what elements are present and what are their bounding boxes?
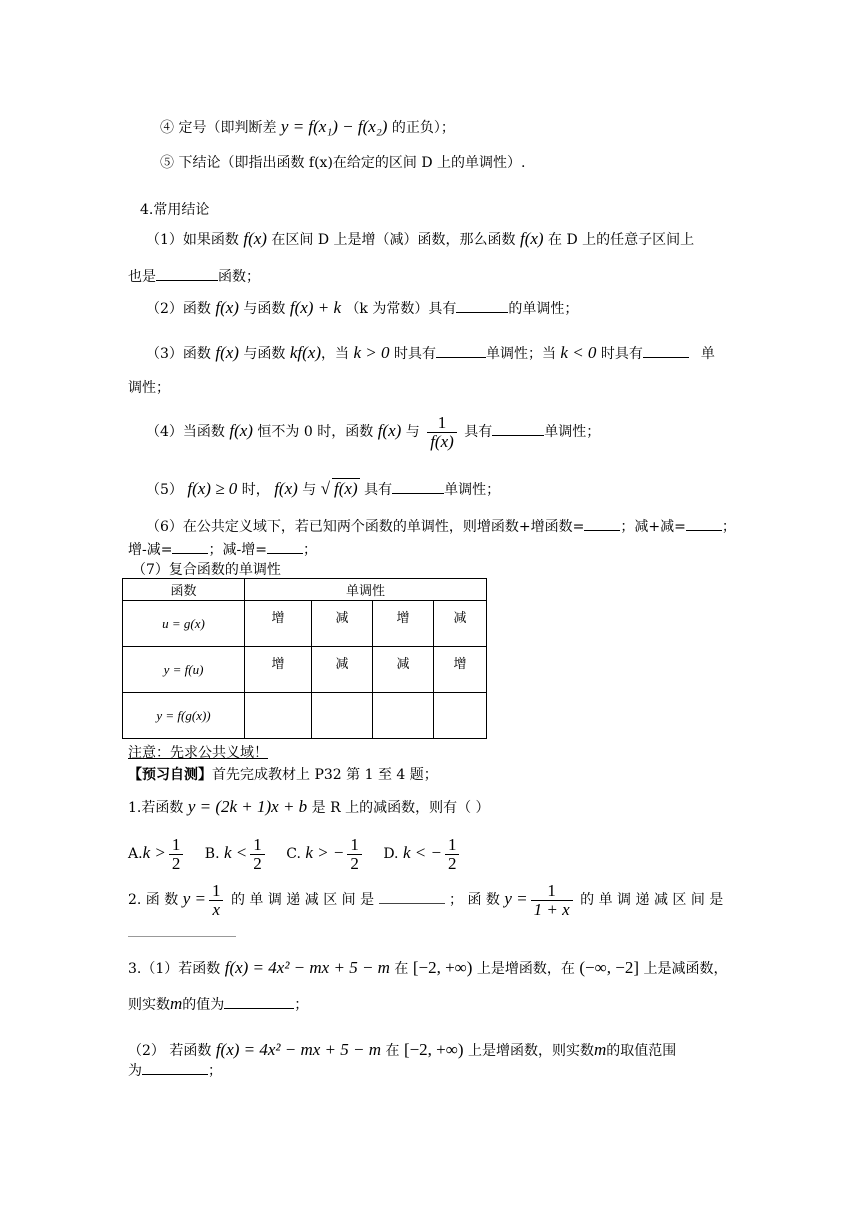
text: （4）当函数	[146, 424, 225, 440]
radicand: f(x)	[334, 479, 358, 498]
math-expr: f(x) ≥ 0	[187, 479, 238, 498]
answer-blank[interactable]	[224, 994, 294, 1009]
answer-blank[interactable]	[456, 298, 508, 313]
conclusion-5	[146, 478, 500, 500]
text: 函数；	[218, 269, 260, 285]
denominator: x	[209, 900, 223, 919]
answer-blank[interactable]	[267, 539, 303, 554]
numerator: 1	[447, 834, 457, 854]
text: 单调性；当	[485, 346, 556, 362]
row-label: y = f(g(x))	[123, 693, 245, 739]
text: 是 R 上的减函数，则有（ ）	[311, 800, 490, 816]
option-letter: C.	[286, 846, 301, 862]
denominator: 2	[347, 854, 362, 873]
option-letter: A.	[128, 846, 143, 862]
text: 2. 函 数	[128, 892, 179, 908]
conclusion-6-line2	[128, 539, 317, 560]
interval: [−2, +∞)	[412, 958, 473, 977]
text: 与	[405, 424, 420, 440]
answer-blank[interactable]	[156, 266, 218, 281]
text: 单	[700, 346, 715, 362]
text: 为	[128, 1063, 142, 1079]
text: 的取值范围	[606, 1043, 677, 1059]
conclusion-7: （7）复合函数的单调性	[132, 562, 281, 578]
question-3-part-2	[128, 1040, 676, 1061]
text: 单调性；	[444, 482, 501, 498]
conclusion-3	[146, 343, 715, 364]
conclusion-4	[146, 408, 600, 455]
math-expr: f(x) = 4x² − mx + 5 − m	[224, 958, 390, 977]
math-expr: f(x) + k	[289, 298, 341, 317]
question-1-options	[128, 830, 462, 877]
text: 与函数	[243, 346, 286, 362]
numerator: 1	[547, 880, 556, 900]
text: 的单调性；	[508, 301, 579, 317]
fraction	[445, 836, 460, 873]
option-c[interactable]	[286, 834, 365, 873]
numerator: 1	[212, 880, 221, 900]
interval: [−2, +∞)	[403, 1040, 464, 1059]
fraction	[531, 882, 573, 919]
text: ；减+减=	[620, 519, 686, 535]
table-header-function: 函数	[123, 579, 245, 601]
answer-blank[interactable]	[643, 343, 689, 358]
fraction	[427, 414, 457, 451]
option-a[interactable]	[128, 834, 186, 873]
text: ； 函 数	[449, 892, 500, 908]
text: 在区间 D 上是增（减）函数，那么函数	[271, 232, 516, 248]
text: （2） 若函数	[128, 1043, 212, 1059]
text: 在	[385, 1043, 400, 1059]
answer-blank[interactable]	[436, 343, 486, 358]
math-expr: y = (2k + 1)x + b	[187, 797, 308, 816]
text: 单调性；	[544, 424, 601, 440]
math-expr: f(x)	[243, 229, 267, 248]
table-cell: 减	[312, 647, 373, 693]
text: 时具有	[600, 346, 643, 362]
denominator: 2	[250, 854, 265, 873]
math-expr: kf(x)	[289, 343, 322, 362]
math-expr: k < −	[402, 843, 442, 862]
conclusion-1-line2	[128, 266, 260, 287]
text: ；	[208, 1063, 222, 1079]
text: 在	[394, 961, 409, 977]
text: 具有	[464, 424, 493, 440]
step-number: ④	[160, 120, 174, 136]
table-cell: 增	[245, 601, 312, 647]
text: 3.（1）若函数	[128, 961, 221, 977]
intro-text: 首先完成教材上 P32 第 1 至 4 题；	[212, 767, 438, 783]
conclusion-6	[146, 516, 736, 537]
numerator: 1	[171, 834, 181, 854]
text: 具有	[364, 482, 393, 498]
table-cell: 增	[245, 647, 312, 693]
numerator: 1	[253, 834, 262, 854]
table-cell-empty[interactable]	[312, 693, 373, 739]
text: 上是减函数，	[643, 961, 728, 977]
text: 也是	[128, 269, 156, 285]
option-d[interactable]	[383, 834, 462, 873]
row-label: u = g(x)	[123, 601, 245, 647]
question-3-part-1	[128, 958, 727, 979]
text: 在 D 上的任意子区间上	[548, 232, 695, 248]
numerator: 1	[350, 834, 359, 854]
math-expr: f(x)	[215, 343, 239, 362]
step-text: 的正负）；	[391, 120, 455, 136]
option-letter: D.	[383, 846, 399, 862]
answer-blank[interactable]	[379, 889, 445, 904]
step-5	[160, 153, 525, 173]
table-cell: 减	[373, 647, 434, 693]
math-expr: k > −	[305, 843, 345, 862]
denominator: 2	[169, 854, 184, 873]
step-text: 下结论（即指出函数 f(x)在给定的区间 D 上的单调性）.	[178, 155, 526, 171]
math-expr: k > 0	[353, 343, 390, 362]
math-expr: f(x)	[377, 421, 402, 440]
table-header-monotonicity: 单调性	[245, 579, 487, 601]
table-cell-empty[interactable]	[245, 693, 312, 739]
question-1	[128, 797, 490, 818]
table-cell: 减	[434, 601, 487, 647]
math-expr: f(x)	[215, 298, 239, 317]
denominator: f(x)	[427, 432, 457, 451]
row-label: y = f(u)	[123, 647, 245, 693]
text: ；	[302, 542, 317, 558]
denominator: 2	[445, 854, 460, 873]
math-expr: y =	[504, 889, 528, 908]
table-cell-empty[interactable]	[434, 693, 487, 739]
math-expr: k <	[224, 843, 248, 862]
answer-blank[interactable]	[392, 479, 444, 494]
text: 的 单 调 递 减 区 间 是	[580, 892, 724, 908]
text: （3）函数	[146, 346, 211, 362]
math-expr: y = f(x₁) − f(x₂)	[280, 117, 388, 136]
table-cell: 增	[434, 647, 487, 693]
math-expr: f(x)	[229, 421, 253, 440]
text: （1）如果函数	[146, 232, 239, 248]
table-row	[123, 693, 487, 739]
text: 则实数	[128, 997, 170, 1013]
denominator: 1 + x	[531, 900, 573, 919]
conclusion-1	[146, 229, 694, 250]
math-expr: f(x)	[274, 479, 298, 498]
pretest-heading	[128, 765, 438, 785]
option-b[interactable]	[204, 834, 268, 873]
table-cell-empty[interactable]	[373, 693, 434, 739]
math-expr: m	[594, 1040, 607, 1059]
fraction	[209, 882, 224, 919]
text: （6）在公共定义域下，若已知两个函数的单调性，则增函数+增函数=	[146, 519, 585, 535]
section-heading: 4.常用结论	[140, 202, 210, 218]
question-3-part-2-line2	[128, 1060, 222, 1081]
answer-blank[interactable]	[172, 539, 208, 554]
text: ；减-增=	[208, 542, 267, 558]
table-row	[123, 601, 487, 647]
fraction	[169, 836, 184, 873]
math-expr: f(x) = 4x² − mx + 5 − m	[215, 1040, 382, 1059]
text: ；	[294, 997, 309, 1013]
table-cell: 减	[312, 601, 373, 647]
text: 增-减=	[128, 542, 173, 558]
text: 上是增函数，则实数	[468, 1043, 595, 1059]
text: （5）	[146, 482, 183, 498]
question-3-part-1-line2	[128, 994, 308, 1015]
text: 与	[302, 482, 317, 498]
text: ；	[721, 519, 736, 535]
step-4	[160, 117, 455, 138]
math-expr: y =	[182, 889, 206, 908]
math-expr: f(x)	[520, 229, 544, 248]
math-expr: k >	[142, 843, 166, 862]
text: 上是增函数，在	[476, 961, 575, 977]
text: ，当	[321, 346, 350, 362]
answer-blank[interactable]	[492, 421, 544, 436]
question-2	[128, 876, 723, 923]
table-cell: 增	[373, 601, 434, 647]
option-letter: B.	[204, 846, 220, 862]
answer-blank[interactable]	[686, 516, 722, 531]
composite-monotonicity-table	[122, 578, 487, 739]
note: 注意：先求公共义域！	[128, 745, 268, 761]
text: 与函数	[243, 301, 286, 317]
heading-text: 【预习自测】	[128, 767, 212, 783]
fraction	[250, 836, 265, 873]
text: 时，	[241, 482, 270, 498]
step-text: 定号（即判断差	[178, 120, 277, 136]
text: （2）函数	[146, 301, 211, 317]
math-expr: k < 0	[560, 343, 597, 362]
table-row	[123, 647, 487, 693]
text: 时具有	[393, 346, 436, 362]
answer-blank[interactable]	[584, 516, 620, 531]
text: 的值为	[182, 997, 225, 1013]
text: 的 单 调 递 减 区 间 是	[230, 892, 375, 908]
fraction	[347, 836, 362, 873]
text: 1.若函数	[128, 800, 184, 816]
sqrt-expr: √ f(x)	[320, 479, 358, 498]
math-expr: m	[170, 994, 183, 1013]
conclusion-3-line2: 调性；	[128, 380, 170, 396]
text: 恒不为 0 时，函数	[257, 424, 374, 440]
numerator: 1	[437, 412, 447, 432]
interval: (−∞, −2]	[579, 958, 639, 977]
text: （k 为常数）具有	[345, 301, 457, 317]
answer-blank[interactable]	[128, 936, 236, 937]
conclusion-2	[146, 298, 578, 319]
step-number: ⑤	[160, 155, 174, 171]
answer-blank[interactable]	[142, 1060, 208, 1075]
